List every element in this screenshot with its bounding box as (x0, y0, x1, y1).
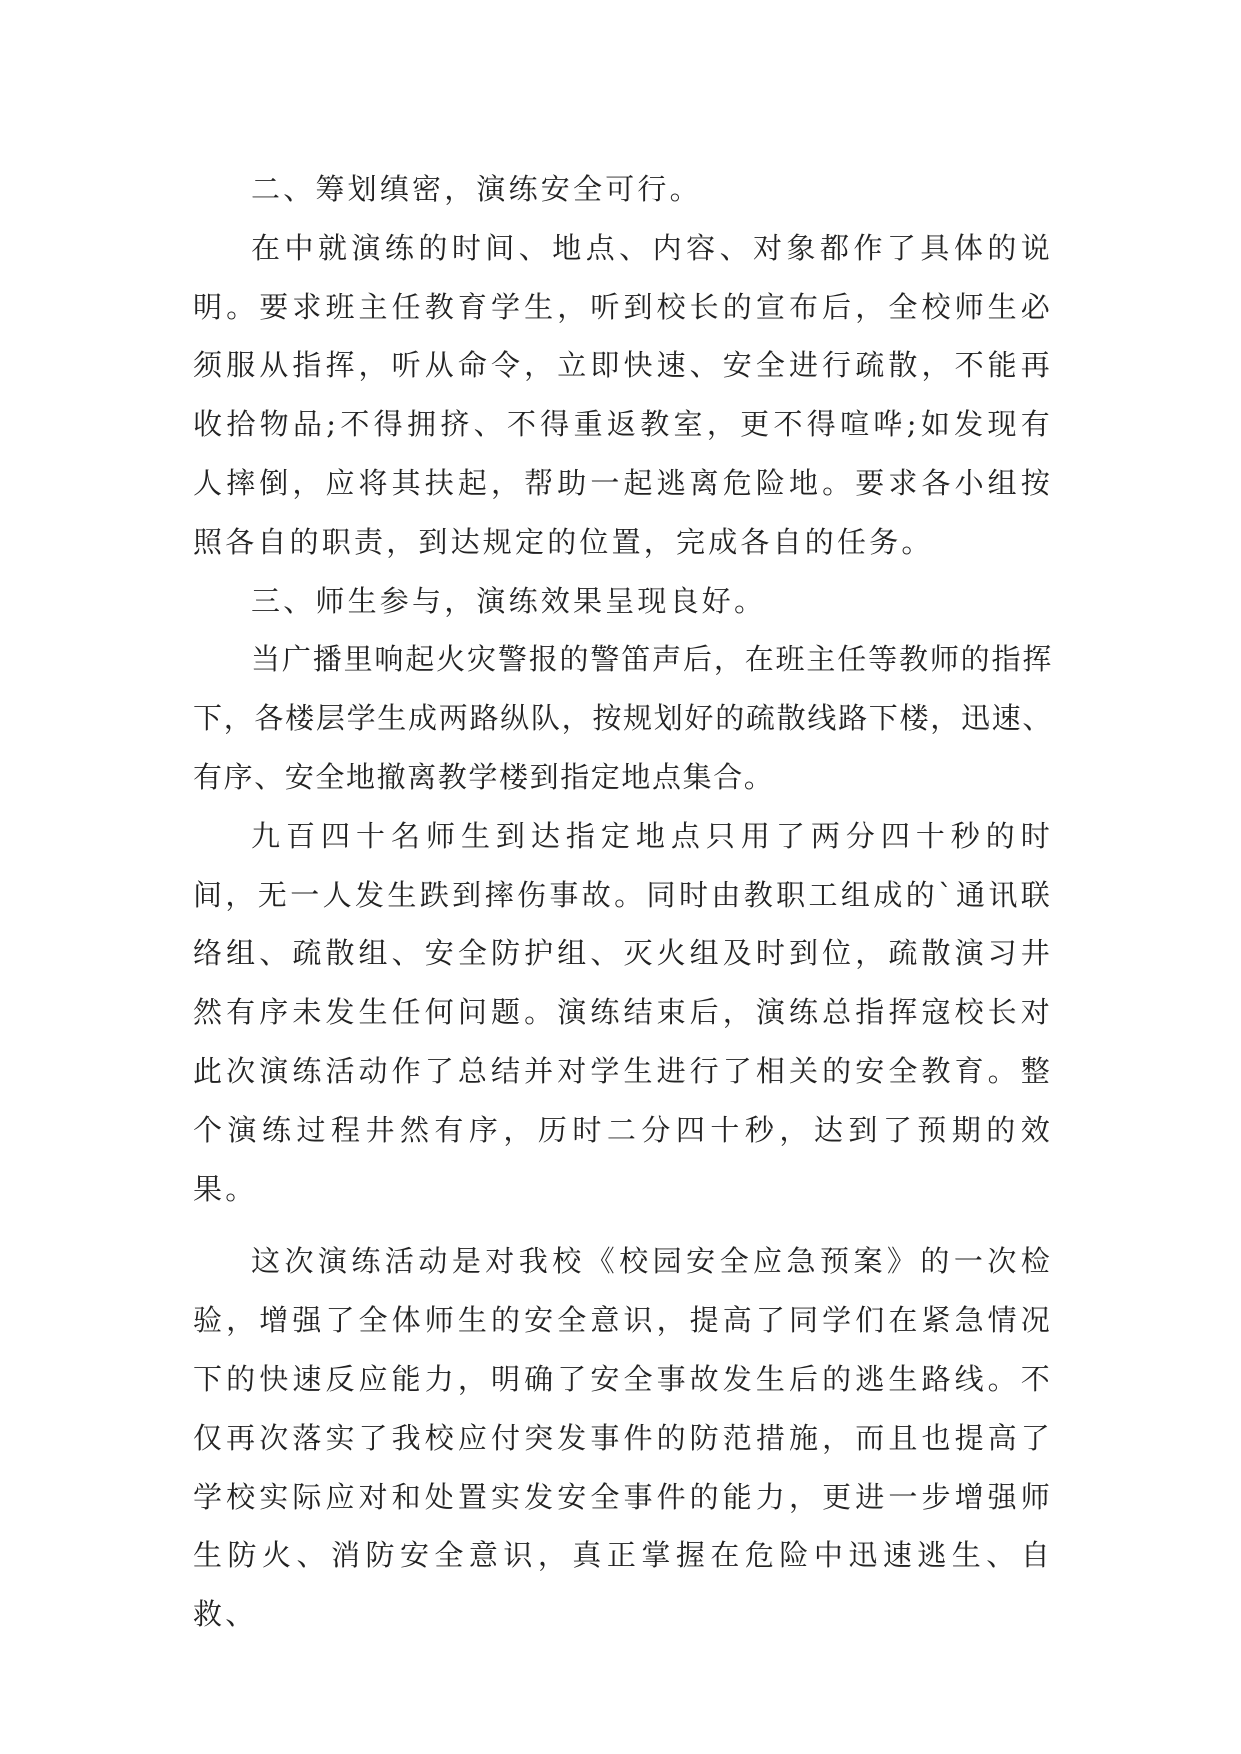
paragraph-results: 九百四十名师生到达指定地点只用了两分四十秒的时间，无一人发生跌到摔伤事故。同时由教职工组成的`通讯联络组、疏散组、安全防护组、灭火组及时到位，疏散演习井然有序未发生任何问题。演练结束后，演练总指挥寇校长对此次演练活动作了总结并对学生进行了相关的安全教育。整个演练过程井然有序，历时二分四十秒，达到了预期的效果。 (193, 818, 1053, 1206)
section-heading-3: 三、师生参与，演练效果呈现良好。 (251, 583, 767, 618)
section-heading-2: 二、筹划缜密，演练安全可行。 (251, 172, 702, 206)
document-body (193, 160, 1053, 1644)
paragraph-planning: 在中就演练的时间、地点、内容、对象都作了具体的说明。要求班主任教育学生，听到校长的宣布后，全校师生必须服从指挥，听从命令，立即快速、安全进行疏散，不能再收拾物品;不得拥挤、不得重返教室，更不得喧哗;如发现有人摔倒，应将其扶起，帮助一起逃离危险地。要求各小组按照各自的职责，到达规定的位置，完成各自的任务。 (193, 230, 1053, 559)
paragraph-evacuation: 当广播里响起火灾警报的警笛声后，在班主任等教师的指挥下，各楼层学生成两路纵队，按规划好的疏散线路下楼，迅速、有序、安全地撤离教学楼到指定地点集合。 (193, 642, 1053, 794)
paragraph-summary: 这次演练活动是对我校《校园安全应急预案》的一次检验，增强了全体师生的安全意识，提高了同学们在紧急情况下的快速反应能力，明确了安全事故发生后的逃生路线。不仅再次落实了我校应付突发事件的防范措施，而且也提高了学校实际应对和处置实发安全事件的能力，更进一步增强师生防火、消防安全意识，真正掌握在危险中迅速逃生、自救、 (193, 1244, 1053, 1632)
